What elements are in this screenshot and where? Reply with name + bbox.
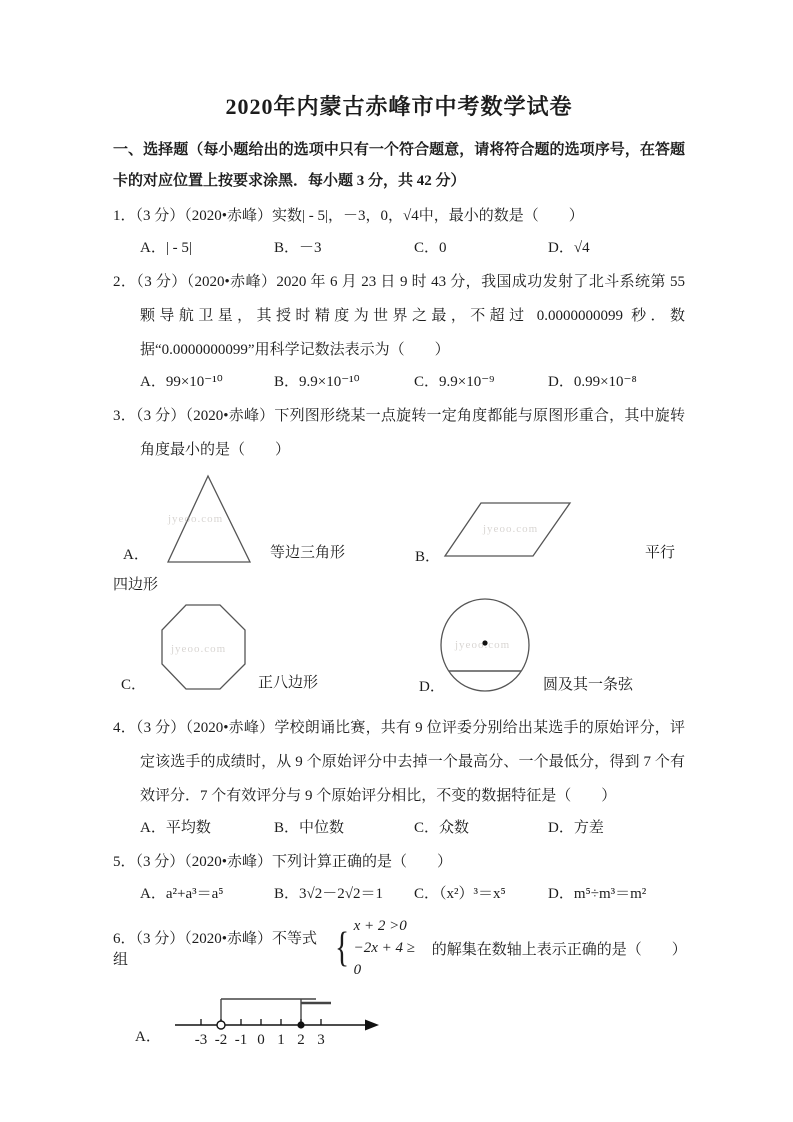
watermark-text: jyeoo.com bbox=[455, 639, 511, 651]
question-6-stem bbox=[113, 915, 685, 981]
tick-label: 1 bbox=[277, 1032, 285, 1048]
question-3-stem: 3．（3 分）（2020•赤峰）下列图形绕某一点旋转一定角度都能与原图形重合，其中旋转角度最小的是（ ） bbox=[113, 408, 685, 458]
question-6-suffix: 的解集在数轴上表示正确的是（ ） bbox=[431, 941, 687, 958]
figure-c-caption: 正八边形 bbox=[258, 675, 319, 691]
figure-d-label: D． bbox=[419, 679, 445, 695]
axis-arrowhead bbox=[365, 1020, 379, 1031]
question-5-options bbox=[140, 879, 685, 909]
parallelogram-figure bbox=[443, 501, 573, 559]
open-circle-endpoint bbox=[217, 1021, 225, 1029]
question-1-options bbox=[140, 233, 685, 263]
option-b: B．中位数 bbox=[274, 820, 345, 836]
question-2 bbox=[113, 265, 685, 397]
option-a-label: A． bbox=[135, 1029, 161, 1045]
tick-label: -3 bbox=[194, 1032, 208, 1048]
option-c: C．0 bbox=[414, 240, 447, 256]
option-a: A．| - 5| bbox=[140, 240, 192, 256]
question-5 bbox=[113, 845, 685, 909]
watermark-text: jyeoo.com bbox=[168, 513, 224, 525]
section-1-heading: 一、选择题（每小题给出的选项中只有一个符合题意，请将符合题的选项序号，在答题卡的对应位置上按要求涂黑．每小题 3 分，共 42 分） bbox=[113, 142, 685, 189]
option-c: C．众数 bbox=[414, 820, 470, 836]
question-6-prefix: 6．（3 分）（2020•赤峰）不等式组 bbox=[113, 931, 318, 968]
number-line-figure bbox=[171, 987, 381, 1054]
watermark-text: jyeoo.com bbox=[171, 643, 227, 655]
question-6 bbox=[113, 915, 685, 1054]
question-4-stem: 4．（3 分）（2020•赤峰）学校朗诵比赛，共有 9 位评委分别给出某选手的原始评分，评定该选手的成绩时，从 9 个原始评分中去掉一个最高分、一个最低分，得到 7 个有效评分．7 个有效评分与 9 个原始评分相比，不变的数据特征是（ ） bbox=[113, 720, 685, 804]
option-d: D．m⁵÷m³＝m² bbox=[548, 886, 647, 902]
filled-dot-endpoint bbox=[297, 1021, 304, 1028]
figure-c-label: C． bbox=[121, 677, 147, 693]
circle-with-chord-figure bbox=[439, 597, 531, 695]
watermark-text: jyeoo.com bbox=[483, 523, 539, 535]
equilateral-triangle-figure bbox=[161, 473, 255, 565]
question-4 bbox=[113, 711, 685, 843]
option-a: A．a²+a³＝a⁵ bbox=[140, 886, 224, 902]
question-3-figures bbox=[113, 471, 685, 709]
option-c: C．（x²）³＝x⁵ bbox=[414, 886, 506, 902]
option-d: D．方差 bbox=[548, 820, 604, 836]
option-b: B．9.9×10⁻¹⁰ bbox=[274, 374, 360, 390]
tick-label: -1 bbox=[234, 1032, 248, 1048]
option-d: D．0.99×10⁻⁸ bbox=[548, 374, 637, 390]
tick-label: 2 bbox=[297, 1032, 305, 1048]
inequality-1: x + 2 >0 bbox=[353, 918, 407, 934]
figure-b-caption-line1: 平行 bbox=[645, 545, 676, 561]
question-1 bbox=[113, 199, 685, 263]
figure-b-label: B． bbox=[415, 549, 441, 565]
octagon-shape bbox=[162, 605, 245, 689]
option-b: B．－3 bbox=[274, 240, 322, 256]
figure-b-caption-line2: 四边形 bbox=[113, 577, 159, 593]
circle-center-dot bbox=[482, 640, 487, 645]
triangle-shape bbox=[168, 476, 250, 562]
figure-a-caption: 等边三角形 bbox=[270, 545, 346, 561]
question-6-option-a bbox=[135, 987, 685, 1054]
inequality-2: −2x + 4 ≥ 0 bbox=[353, 940, 416, 978]
question-2-stem: 2．（3 分）（2020•赤峰）2020 年 6 月 23 日 9 时 43 分，我国成功发射了北斗系统第 55 颗导航卫星，其授时精度为世界之最，不超过 0.0000000099 秒．数据“0.0000000099”用科学记数法表示为（ ） bbox=[113, 274, 685, 358]
page-content bbox=[113, 90, 685, 1054]
parallelogram-shape bbox=[445, 503, 570, 556]
figure-d-caption: 圆及其一条弦 bbox=[543, 677, 634, 693]
tick-label: 3 bbox=[317, 1032, 325, 1048]
option-d: D．√4 bbox=[548, 240, 590, 256]
figure-a-label: A． bbox=[123, 547, 149, 563]
question-4-options bbox=[140, 813, 685, 843]
page-title: 2020年内蒙古赤峰市中考数学试卷 bbox=[225, 94, 573, 119]
question-1-stem: 1．（3 分）（2020•赤峰）实数| - 5|，－3，0，√4中，最小的数是（ ） bbox=[113, 208, 584, 224]
brace-glyph: { bbox=[335, 925, 350, 971]
tick-label: 0 bbox=[257, 1032, 265, 1048]
question-3 bbox=[113, 399, 685, 709]
option-b: B．3√2－2√2＝1 bbox=[274, 886, 383, 902]
option-c: C．9.9×10⁻⁹ bbox=[414, 374, 495, 390]
option-a: A．平均数 bbox=[140, 820, 211, 836]
question-2-options bbox=[140, 367, 685, 397]
question-5-stem: 5．（3 分）（2020•赤峰）下列计算正确的是（ ） bbox=[113, 854, 453, 870]
regular-octagon-figure bbox=[158, 601, 250, 694]
inequality-system bbox=[354, 915, 426, 981]
option-a: A．99×10⁻¹⁰ bbox=[140, 374, 223, 390]
tick-label: -2 bbox=[214, 1032, 228, 1048]
